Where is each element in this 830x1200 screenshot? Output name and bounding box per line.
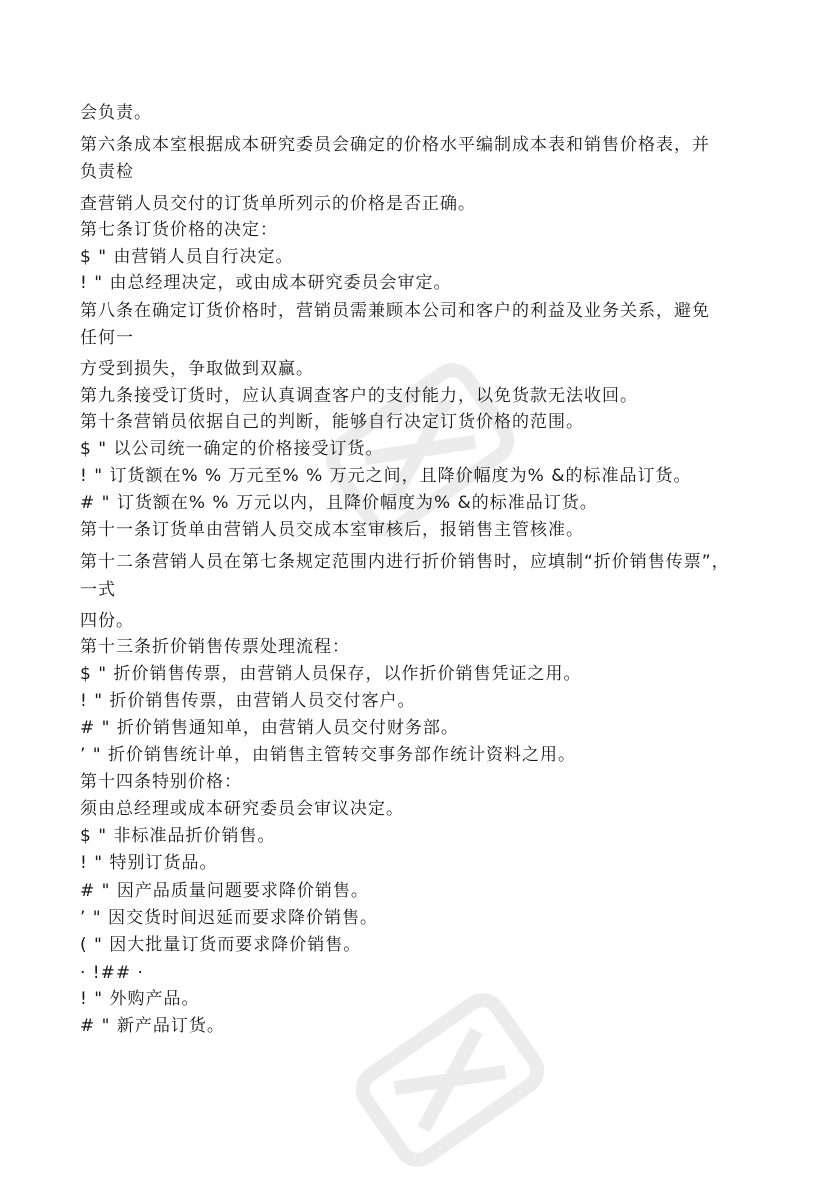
body-line: # " 因产品质量问题要求降价销售。 [80, 881, 369, 901]
body-line: 第十条营销员依据自己的判断，能够自行决定订货价格的范围。 [80, 412, 584, 432]
body-line: ( " 因大批量订货而要求降价销售。 [80, 935, 362, 955]
body-line: 须由总经理或成本研究委员会审议决定。 [80, 799, 404, 819]
body-line: # " 折价销售通知单，由营销人员交付财务部。 [80, 718, 459, 738]
body-line: $ " 折价销售传票，由营销人员保存，以作折价销售凭证之用。 [80, 664, 582, 684]
body-line: 第八条在确定订货价格时，营销员需兼顾本公司和客户的利益及业务关系，避免 [80, 301, 710, 321]
body-line: 负责检 [80, 162, 134, 182]
body-line: 查营销人员交付的订货单所列示的价格是否正确。 [80, 194, 476, 214]
body-line: # " 订货额在% % 万元以内，且降价幅度为% &的标准品订货。 [80, 493, 598, 513]
body-line: $ " 由营销人员自行决定。 [80, 247, 294, 267]
body-line: ’ " 因交货时间迟延而要求降价销售。 [80, 908, 379, 928]
body-line: 会负责。 [80, 103, 152, 123]
body-line: · !## · [80, 963, 144, 983]
body-line: 方受到损失，争取做到双赢。 [80, 359, 314, 379]
body-line: 四份。 [80, 611, 134, 631]
body-line: # " 新产品订货。 [80, 1016, 225, 1036]
body-line: $ " 非标准品折价销售。 [80, 826, 276, 846]
body-line: 第十二条营销人员在第七条规定范围内进行折价销售时，应填制“折价销售传票”， [80, 552, 730, 572]
body-line: ! " 特别订货品。 [80, 853, 218, 873]
body-line: 第九条接受订货时，应认真调查客户的支付能力，以免货款无法收回。 [80, 386, 638, 406]
body-line: ! " 折价销售传票，由营销人员交付客户。 [80, 691, 416, 711]
body-line: 第十三条折价销售传票处理流程： [80, 637, 350, 657]
body-line: ! " 由总经理决定，或由成本研究委员会审定。 [80, 273, 452, 293]
body-line: 第六条成本室根据成本研究委员会确定的价格水平编制成本表和销售价格表，并 [80, 135, 710, 155]
body-line: 第十一条订货单由营销人员交成本室审核后，报销售主管核准。 [80, 520, 584, 540]
body-line: 第七条订货价格的决定： [80, 220, 278, 240]
body-line: ! " 订货额在% % 万元至% % 万元之间，且降价幅度为% &的标准品订货。 [80, 466, 692, 486]
body-line: $ " 以公司统一确定的价格接受订货。 [80, 439, 384, 459]
watermark-stamp-icon [330, 960, 570, 1200]
body-line: 任何一 [80, 328, 134, 348]
body-line: ’ " 折价销售统计单，由销售主管转交事务部作统计资料之用。 [80, 745, 577, 765]
body-line: 第十四条特别价格： [80, 772, 242, 792]
body-line: ! " 外购产品。 [80, 989, 200, 1009]
body-line: 一式 [80, 580, 116, 600]
